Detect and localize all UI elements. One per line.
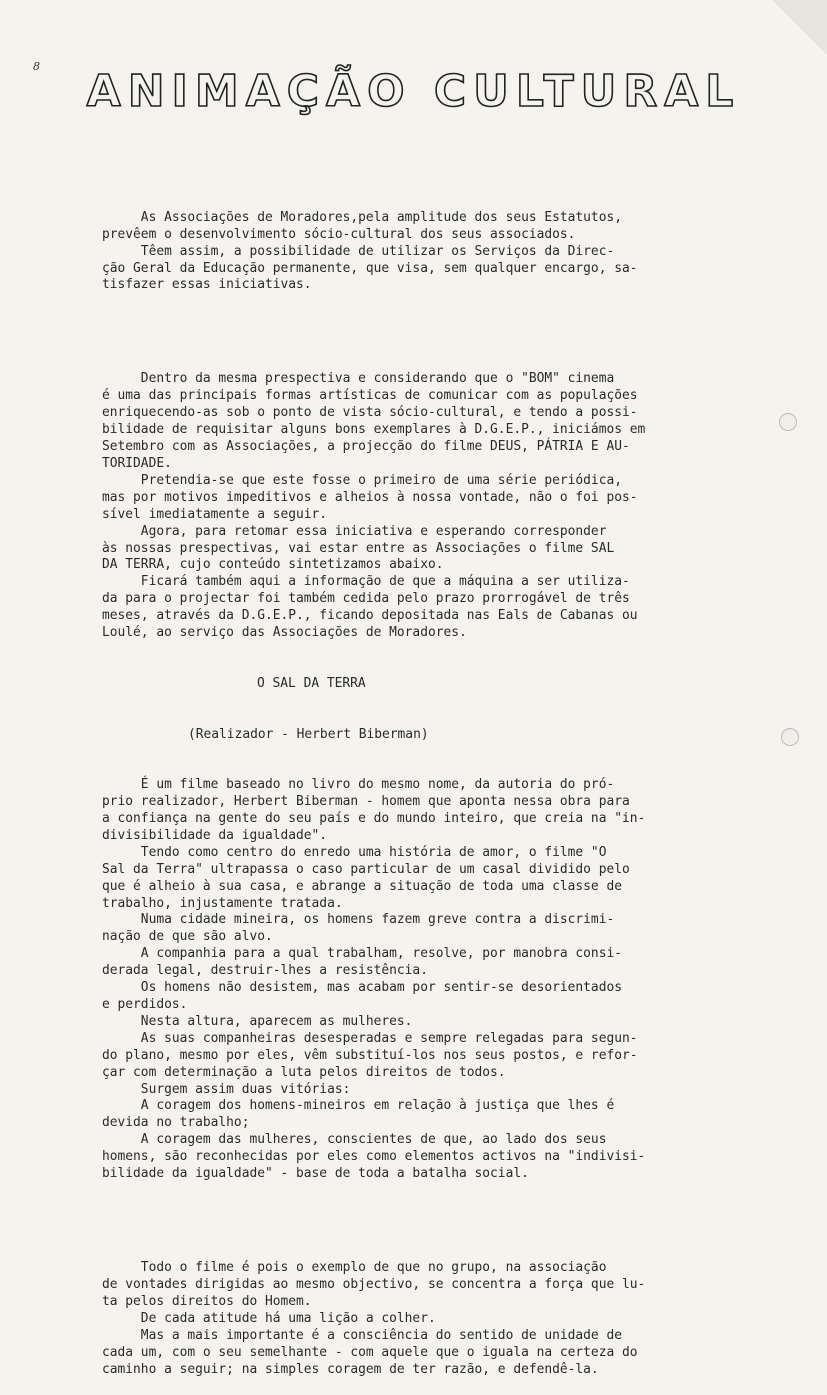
- punch-hole-upper: [779, 413, 797, 431]
- film-title: O SAL DA TERRA: [257, 675, 366, 691]
- paragraph-film-synopsis: É um filme baseado no livro do mesmo nome, da autoria do pró- prio realizador, Herbert Biberman - homem que aponta nessa obra para a confiança na gente do seu país e do mundo inteiro, que creia na "in- divisibilidade da igualdade". Tendo como centro do enredo uma história de amor, o filme "O Sal da Terra" ultrapassa o caso particular de um casal dividido pelo que é alheio à sua casa, e abrange a situação de toda uma classe de trabalho, injustamente tratada. Numa cidade mineira, os homens fazem greve contra a discrimi- nação de que são alvo. A companhia para a qual trabalham, resolve, por manobra consi- derada legal, destruir-lhes a resistência. Os homens não desistem, mas acabam por sentir-se desorientados e perdidos. Nesta altura, aparecem as mulheres. As suas companheiras desesperadas e sempre relegadas para segun- do plano, mesmo por eles, vêm substituí-los nos seus postos, e refor- çar com determinação a luta pelos direitos de todos. Surgem assim duas vitórias: A coragem dos homens-mineiros em relação à justiça que lhes é devida no trabalho; A coragem das mulheres, conscientes de que, ao lado dos seus homens, são reconhecidas por eles como elementos activos na "indivisi- bilidade da igualdade" - base de toda a batalha social.: [102, 777, 646, 1182]
- heading-title: ANIMAÇÃO CULTURAL: [86, 66, 741, 117]
- film-credit: (Realizador - Herbert Biberman): [188, 726, 429, 742]
- paragraph-intro: As Associações de Moradores,pela amplitude dos seus Estatutos, prevêem o desenvolvimento sócio-cultural dos seus associados. Têem assim, a possibilidade de utilizar os Serviços da Direc- ção Geral da Educação permanente, que visa, sem qualquer encargo, sa- tisfazer essas iniciativas.: [102, 209, 638, 293]
- punch-hole-lower: [781, 728, 799, 746]
- paragraph-conclusion: Todo o filme é pois o exemplo de que no grupo, na associação de vontades dirigidas ao mesmo objectivo, se concentra a força que lu- ta pelos direitos do Homem. De cada atitude há uma lição a colher. Mas a mais importante é a consciência do sentido de unidade de cada um, com o seu semelhante - com aquele que o iguala na certeza do caminho a seguir; na simples coragem de ter razão, e defendê-la.: [102, 1260, 646, 1377]
- page-heading: [0, 66, 827, 117]
- page-number: 8: [33, 60, 40, 73]
- article-body: [102, 176, 662, 1395]
- page-corner-fold: [772, 0, 827, 55]
- paragraph-cinema: Dentro da mesma prespectiva e considerando que o "BOM" cinema é uma das principais formas artísticas de comunicar com as populações enriquecendo-as sob o ponto de vista sócio-cultural, e tendo a possi- bilidade de requisitar alguns bons exemplares à D.G.E.P., iniciámos em Setembro com as Associações, a projecção do filme DEUS, PÁTRIA E AU- TORIDADE. Pretendia-se que este fosse o primeiro de uma série periódica, mas por motivos impeditivos e alheios à nossa vontade, não o foi pos- sível imediatamente a seguir. Agora, para retomar essa iniciativa e esperando corresponder às nossas prespectivas, vai estar entre as Associações o filme SAL DA TERRA, cujo conteúdo sintetizamos abaixo. Ficará também aqui a informação de que a máquina a ser utiliza- da para o projectar foi também cedida pelo prazo prorrogável de três meses, através da D.G.E.P., ficando depositada nas Eals de Cabanas ou Loulé, ao serviço das Associações de Moradores.: [102, 371, 646, 641]
